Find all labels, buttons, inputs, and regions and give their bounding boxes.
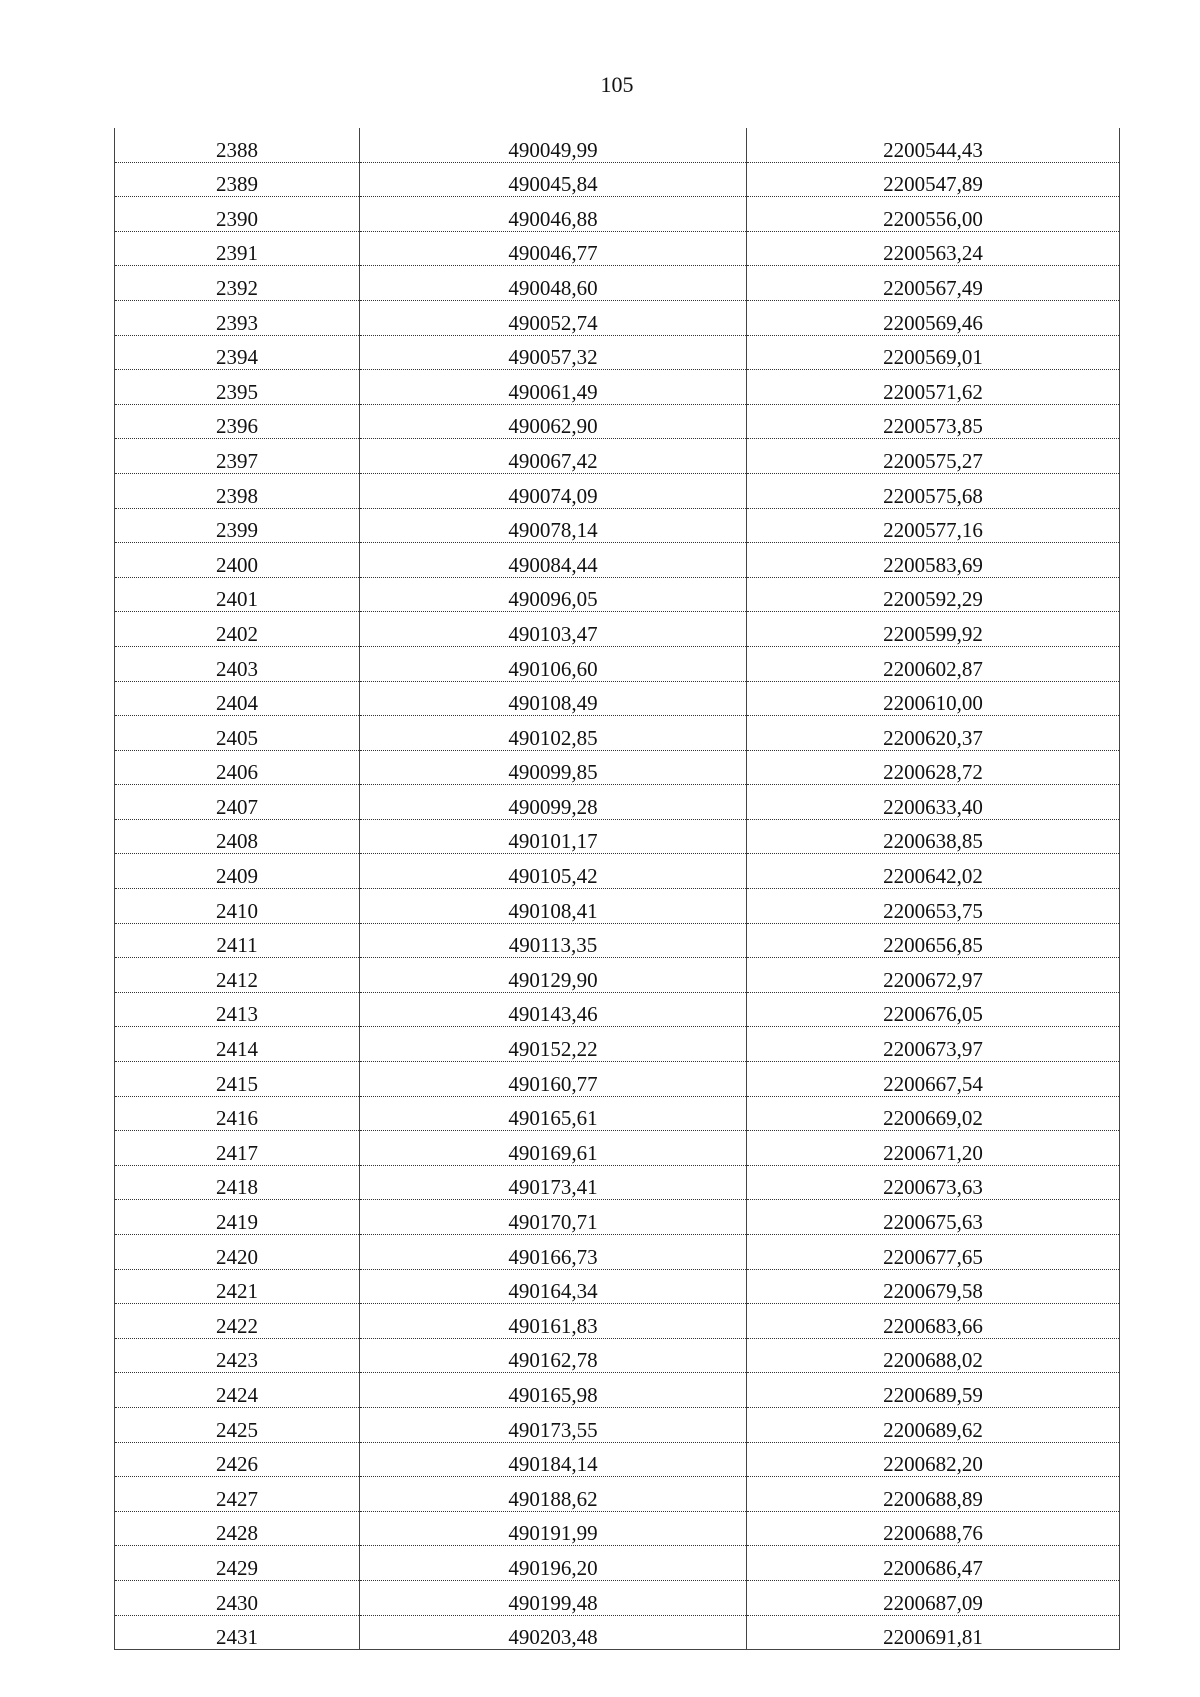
y-coordinate-cell: 2200633,40 [747,785,1120,820]
table-row [115,335,1120,370]
y-coordinate-cell: 2200563,24 [747,231,1120,266]
table-row [115,1442,1120,1477]
y-coordinate-cell: 2200602,87 [747,646,1120,681]
point-number-cell: 2389 [115,162,360,197]
x-coordinate-cell: 490062,90 [360,404,747,439]
point-number-cell: 2410 [115,889,360,924]
x-coordinate-cell: 490170,71 [360,1200,747,1235]
point-number-cell: 2415 [115,1062,360,1097]
y-coordinate-cell: 2200567,49 [747,266,1120,301]
table-row [115,1304,1120,1339]
y-coordinate-cell: 2200688,02 [747,1338,1120,1373]
point-number-cell: 2426 [115,1442,360,1477]
table-row [115,819,1120,854]
y-coordinate-cell: 2200677,65 [747,1235,1120,1270]
table-row [115,404,1120,439]
y-coordinate-cell: 2200571,62 [747,370,1120,405]
point-number-cell: 2406 [115,750,360,785]
x-coordinate-cell: 490160,77 [360,1062,747,1097]
table-row [115,1027,1120,1062]
y-coordinate-cell: 2200689,62 [747,1407,1120,1442]
y-coordinate-cell: 2200547,89 [747,162,1120,197]
x-coordinate-cell: 490161,83 [360,1304,747,1339]
y-coordinate-cell: 2200687,09 [747,1580,1120,1615]
x-coordinate-cell: 490203,48 [360,1615,747,1650]
x-coordinate-cell: 490052,74 [360,300,747,335]
table-row [115,197,1120,232]
y-coordinate-cell: 2200673,63 [747,1165,1120,1200]
y-coordinate-cell: 2200683,66 [747,1304,1120,1339]
x-coordinate-cell: 490084,44 [360,543,747,578]
point-number-cell: 2396 [115,404,360,439]
table-row [115,1580,1120,1615]
y-coordinate-cell: 2200691,81 [747,1615,1120,1650]
table-row [115,1373,1120,1408]
y-coordinate-cell: 2200676,05 [747,992,1120,1027]
point-number-cell: 2421 [115,1269,360,1304]
x-coordinate-cell: 490061,49 [360,370,747,405]
y-coordinate-cell: 2200628,72 [747,750,1120,785]
y-coordinate-cell: 2200686,47 [747,1546,1120,1581]
x-coordinate-cell: 490196,20 [360,1546,747,1581]
table-row [115,1511,1120,1546]
table-row [115,1200,1120,1235]
point-number-cell: 2418 [115,1165,360,1200]
table-row [115,1407,1120,1442]
table-row [115,1546,1120,1581]
table-row [115,716,1120,751]
table-row [115,854,1120,889]
x-coordinate-cell: 490106,60 [360,646,747,681]
y-coordinate-cell: 2200682,20 [747,1442,1120,1477]
y-coordinate-cell: 2200569,46 [747,300,1120,335]
x-coordinate-cell: 490166,73 [360,1235,747,1270]
table-row [115,231,1120,266]
point-number-cell: 2401 [115,577,360,612]
y-coordinate-cell: 2200656,85 [747,923,1120,958]
y-coordinate-cell: 2200653,75 [747,889,1120,924]
point-number-cell: 2422 [115,1304,360,1339]
x-coordinate-cell: 490049,99 [360,128,747,162]
y-coordinate-cell: 2200592,29 [747,577,1120,612]
table-row [115,612,1120,647]
x-coordinate-cell: 490191,99 [360,1511,747,1546]
point-number-cell: 2407 [115,785,360,820]
page-number: 105 [600,72,634,97]
point-number-cell: 2390 [115,197,360,232]
point-number-cell: 2411 [115,923,360,958]
y-coordinate-cell: 2200671,20 [747,1131,1120,1166]
point-number-cell: 2398 [115,473,360,508]
x-coordinate-cell: 490199,48 [360,1580,747,1615]
x-coordinate-cell: 490164,34 [360,1269,747,1304]
point-number-cell: 2392 [115,266,360,301]
point-number-cell: 2424 [115,1373,360,1408]
y-coordinate-cell: 2200667,54 [747,1062,1120,1097]
y-coordinate-cell: 2200577,16 [747,508,1120,543]
table-row [115,1269,1120,1304]
table-row [115,646,1120,681]
x-coordinate-cell: 490046,77 [360,231,747,266]
point-number-cell: 2413 [115,992,360,1027]
y-coordinate-cell: 2200672,97 [747,958,1120,993]
table-row [115,889,1120,924]
table-row [115,992,1120,1027]
table-row [115,1165,1120,1200]
table-row [115,300,1120,335]
y-coordinate-cell: 2200575,27 [747,439,1120,474]
table-row [115,128,1120,162]
x-coordinate-cell: 490045,84 [360,162,747,197]
y-coordinate-cell: 2200544,43 [747,128,1120,162]
x-coordinate-cell: 490143,46 [360,992,747,1027]
point-number-cell: 2399 [115,508,360,543]
x-coordinate-cell: 490078,14 [360,508,747,543]
x-coordinate-cell: 490099,28 [360,785,747,820]
x-coordinate-cell: 490108,49 [360,681,747,716]
point-number-cell: 2388 [115,128,360,162]
point-number-cell: 2402 [115,612,360,647]
table-row [115,750,1120,785]
y-coordinate-cell: 2200575,68 [747,473,1120,508]
x-coordinate-cell: 490169,61 [360,1131,747,1166]
point-number-cell: 2416 [115,1096,360,1131]
x-coordinate-cell: 490173,41 [360,1165,747,1200]
point-number-cell: 2408 [115,819,360,854]
x-coordinate-cell: 490074,09 [360,473,747,508]
y-coordinate-cell: 2200620,37 [747,716,1120,751]
coordinates-table-body [115,128,1120,1650]
table-row [115,266,1120,301]
coordinates-table [114,128,1120,1650]
point-number-cell: 2423 [115,1338,360,1373]
point-number-cell: 2414 [115,1027,360,1062]
y-coordinate-cell: 2200583,69 [747,543,1120,578]
x-coordinate-cell: 490113,35 [360,923,747,958]
y-coordinate-cell: 2200675,63 [747,1200,1120,1235]
point-number-cell: 2430 [115,1580,360,1615]
y-coordinate-cell: 2200573,85 [747,404,1120,439]
table-row [115,473,1120,508]
table-row [115,785,1120,820]
table-row [115,1096,1120,1131]
x-coordinate-cell: 490101,17 [360,819,747,854]
point-number-cell: 2428 [115,1511,360,1546]
x-coordinate-cell: 490108,41 [360,889,747,924]
x-coordinate-cell: 490057,32 [360,335,747,370]
y-coordinate-cell: 2200556,00 [747,197,1120,232]
table-row [115,1477,1120,1512]
y-coordinate-cell: 2200679,58 [747,1269,1120,1304]
point-number-cell: 2394 [115,335,360,370]
x-coordinate-cell: 490162,78 [360,1338,747,1373]
point-number-cell: 2400 [115,543,360,578]
x-coordinate-cell: 490048,60 [360,266,747,301]
point-number-cell: 2425 [115,1407,360,1442]
x-coordinate-cell: 490105,42 [360,854,747,889]
point-number-cell: 2403 [115,646,360,681]
y-coordinate-cell: 2200642,02 [747,854,1120,889]
point-number-cell: 2391 [115,231,360,266]
x-coordinate-cell: 490096,05 [360,577,747,612]
point-number-cell: 2412 [115,958,360,993]
table-row [115,1615,1120,1650]
y-coordinate-cell: 2200689,59 [747,1373,1120,1408]
table-row [115,1338,1120,1373]
y-coordinate-cell: 2200610,00 [747,681,1120,716]
y-coordinate-cell: 2200688,76 [747,1511,1120,1546]
x-coordinate-cell: 490129,90 [360,958,747,993]
table-row [115,923,1120,958]
x-coordinate-cell: 490067,42 [360,439,747,474]
y-coordinate-cell: 2200673,97 [747,1027,1120,1062]
table-row [115,1062,1120,1097]
table-row [115,508,1120,543]
point-number-cell: 2393 [115,300,360,335]
point-number-cell: 2419 [115,1200,360,1235]
x-coordinate-cell: 490103,47 [360,612,747,647]
x-coordinate-cell: 490102,85 [360,716,747,751]
point-number-cell: 2417 [115,1131,360,1166]
x-coordinate-cell: 490188,62 [360,1477,747,1512]
x-coordinate-cell: 490152,22 [360,1027,747,1062]
point-number-cell: 2395 [115,370,360,405]
point-number-cell: 2404 [115,681,360,716]
table-row [115,370,1120,405]
table-row [115,162,1120,197]
y-coordinate-cell: 2200669,02 [747,1096,1120,1131]
table-row [115,958,1120,993]
point-number-cell: 2429 [115,1546,360,1581]
table-row [115,681,1120,716]
x-coordinate-cell: 490165,61 [360,1096,747,1131]
point-number-cell: 2431 [115,1615,360,1650]
y-coordinate-cell: 2200599,92 [747,612,1120,647]
point-number-cell: 2420 [115,1235,360,1270]
table-row [115,439,1120,474]
point-number-cell: 2397 [115,439,360,474]
y-coordinate-cell: 2200688,89 [747,1477,1120,1512]
point-number-cell: 2409 [115,854,360,889]
table-row [115,1131,1120,1166]
x-coordinate-cell: 490099,85 [360,750,747,785]
point-number-cell: 2405 [115,716,360,751]
point-number-cell: 2427 [115,1477,360,1512]
y-coordinate-cell: 2200638,85 [747,819,1120,854]
x-coordinate-cell: 490046,88 [360,197,747,232]
x-coordinate-cell: 490173,55 [360,1407,747,1442]
y-coordinate-cell: 2200569,01 [747,335,1120,370]
table-row [115,577,1120,612]
table-row [115,543,1120,578]
table-row [115,1235,1120,1270]
x-coordinate-cell: 490165,98 [360,1373,747,1408]
x-coordinate-cell: 490184,14 [360,1442,747,1477]
